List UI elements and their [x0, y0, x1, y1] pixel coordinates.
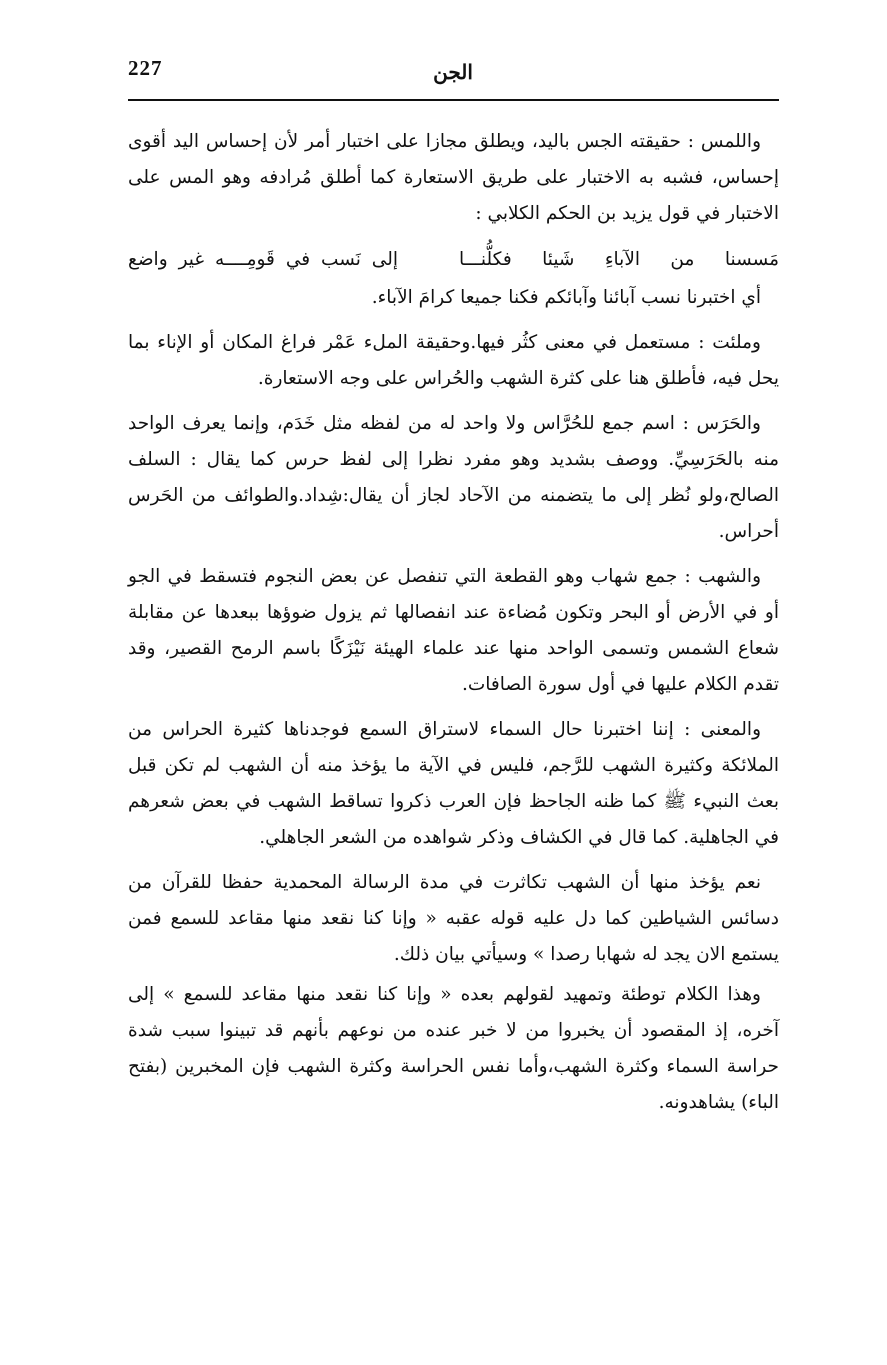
- poem-verse: [128, 242, 779, 278]
- paragraph-naam: نعم يؤخذ منها أن الشهب تكاثرت في مدة الرسالة المحمدية حفظا للقرآن من دسائس الشياطين كما دل عليه قوله عقبه « وإنا كنا نقعد منها مقاعد للسمع فمن يستمع الان يجد له شهابا رصدا » وسيأتي بيان ذلك.: [128, 872, 779, 965]
- paragraph-muli-at: وملئت : مستعمل في معنى كثُر فيها.وحقيقة الملء عَمْر فراغ المكان أو الإناء بما يحل فيه، فأطلق هنا على كثرة الشهب والحُراس على وجه الاستعارة.: [128, 332, 779, 389]
- page-number: 227: [128, 56, 163, 80]
- paragraph-poem-explanation: أي اختبرنا نسب آبائنا وآبائكم فكنا جميعا كرامَ الآباء.: [371, 287, 761, 308]
- poem-first-hemistich: مَسسنا من الآباءِ شَيئا فكلُّنـــا: [459, 249, 779, 270]
- paragraph-meaning: والمعنى : إننا اختبرنا حال السماء لاستراق السمع فوجدناها كثيرة الحراس من الملائكة وكثيرة الشهب للرَّجم، فليس في الآية ما يؤخذ منه أن الشهب لم تكن قبل بعث النبيء ﷺ كما ظنه الجاحظ فإن العرب ذكروا تساقط الشهب في بعض شعرهم في الجاهلية. كما قال في الكشاف وذكر شواهده من الشعر الجاهلي.: [128, 719, 779, 848]
- paragraph-conclusion: وهذا الكلام توطئة وتمهيد لقولهم بعده « وإنا كنا نقعد منها مقاعد للسمع » إلى آخره، إذ المقصود أن يخبروا من لا خبر عنده من نوعهم بأنهم قد تبينوا سبب شدة حراسة السماء وكثرة الشهب،وأما نفس الحراسة وكثرة الشهب فإن المخبرين (بفتح الباء) يشاهدونه.: [128, 984, 779, 1113]
- paragraph-lams: واللمس : حقيقته الجس باليد، ويطلق مجازا على اختبار أمر لأن إحساس اليد أقوى إحساس، فشبه به الاختبار على طريق الاستعارة كما أطلق مُرادفه وهو المس على الاختبار في قول يزيد بن الحكم الكلابي :: [128, 131, 779, 224]
- page-header: [128, 52, 778, 98]
- header-divider: [128, 99, 779, 101]
- page-body: [128, 124, 779, 1130]
- paragraph-shuhub: والشهب : جمع شهاب وهو القطعة التي تنفصل عن بعض النجوم فتسقط في الجو أو في الأرض أو البحر وتكون مُضاءة عند انفصالها ثم يزول ضوؤها ببعدها عن مقابلة شعاع الشمس وتسمى الواحد منها عند علماء الهيئة نَيْزَكًا باسم الرمح القصير، وقد تقدم الكلام عليها في أول سورة الصافات.: [128, 566, 779, 695]
- poem-second-hemistich: إلى نَسب في قَومِــــه غير واضع: [128, 249, 398, 270]
- running-title: الجن: [433, 60, 473, 84]
- paragraph-haras: والحَرَس : اسم جمع للحُرَّاس ولا واحد له من لفظه مثل خَدَم، وإنما يعرف الواحد منه بالحَرَسِيِّ. ووصف بشديد وهو مفرد نظرا إلى لفظ حرس كما يقال : السلف الصالح،ولو نُظر إلى ما يتضمنه من الآحاد لجاز أن يقال:شِداد.والطوائف من الحَرس أحراس.: [128, 413, 779, 542]
